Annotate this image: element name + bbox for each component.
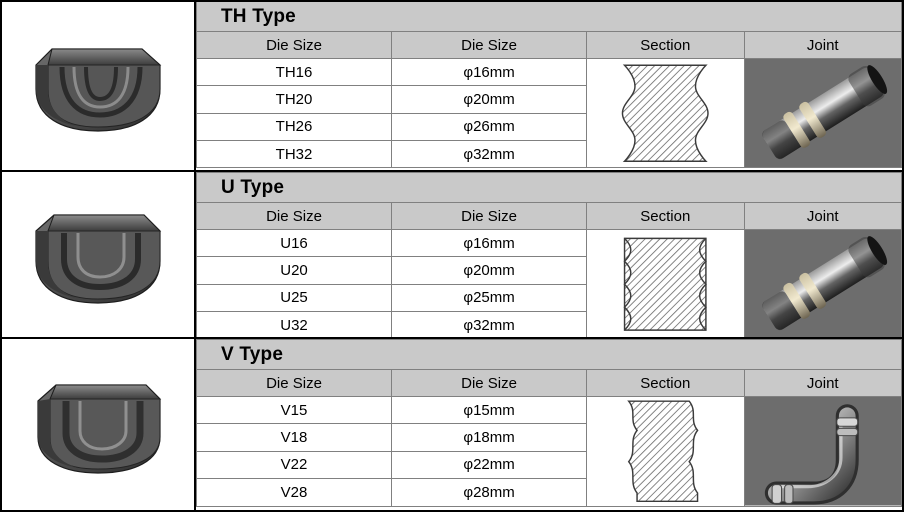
- column-header-section-u: Section: [587, 203, 744, 230]
- diameter-value: φ28mm: [392, 479, 587, 506]
- diameter-value: φ20mm: [392, 257, 587, 284]
- diameter-value: φ18mm: [392, 424, 587, 451]
- column-header-joint-u: Joint: [744, 203, 901, 230]
- die-size-value: U25: [197, 284, 392, 311]
- diameter-value: φ32mm: [392, 312, 587, 339]
- diameter-value: φ16mm: [392, 230, 587, 257]
- diameter-value: φ32mm: [392, 141, 587, 168]
- die-size-value: TH32: [197, 141, 392, 168]
- die-size-value: V15: [197, 397, 392, 424]
- die-size-value: V28: [197, 479, 392, 506]
- diameter-value: φ20mm: [392, 86, 587, 113]
- group-title-th: TH Type: [221, 6, 296, 27]
- group-title-u: U Type: [221, 177, 285, 198]
- die-size-value: TH20: [197, 86, 392, 113]
- die-size-value: TH26: [197, 113, 392, 140]
- diameter-value: φ25mm: [392, 284, 587, 311]
- die-size-value: U20: [197, 257, 392, 284]
- die-size-value: TH16: [197, 59, 392, 86]
- column-header-section-v: Section: [587, 370, 744, 397]
- die-size-value: U32: [197, 312, 392, 339]
- column-header-diameter-v: Die Size: [392, 370, 587, 397]
- column-header-die-size-th: Die Size: [197, 32, 392, 59]
- diameter-value: φ15mm: [392, 397, 587, 424]
- column-header-diameter-th: Die Size: [392, 32, 587, 59]
- diameter-value: φ22mm: [392, 451, 587, 478]
- diameter-value: φ26mm: [392, 113, 587, 140]
- die-size-value: V22: [197, 451, 392, 478]
- column-header-die-size-v: Die Size: [197, 370, 392, 397]
- column-header-joint-th: Joint: [744, 32, 901, 59]
- die-size-value: V18: [197, 424, 392, 451]
- column-header-die-size-u: Die Size: [197, 203, 392, 230]
- die-size-value: U16: [197, 230, 392, 257]
- column-header-section-th: Section: [587, 32, 744, 59]
- group-title-v: V Type: [221, 344, 284, 365]
- column-header-diameter-u: Die Size: [392, 203, 587, 230]
- diameter-value: φ16mm: [392, 59, 587, 86]
- column-header-joint-v: Joint: [744, 370, 902, 397]
